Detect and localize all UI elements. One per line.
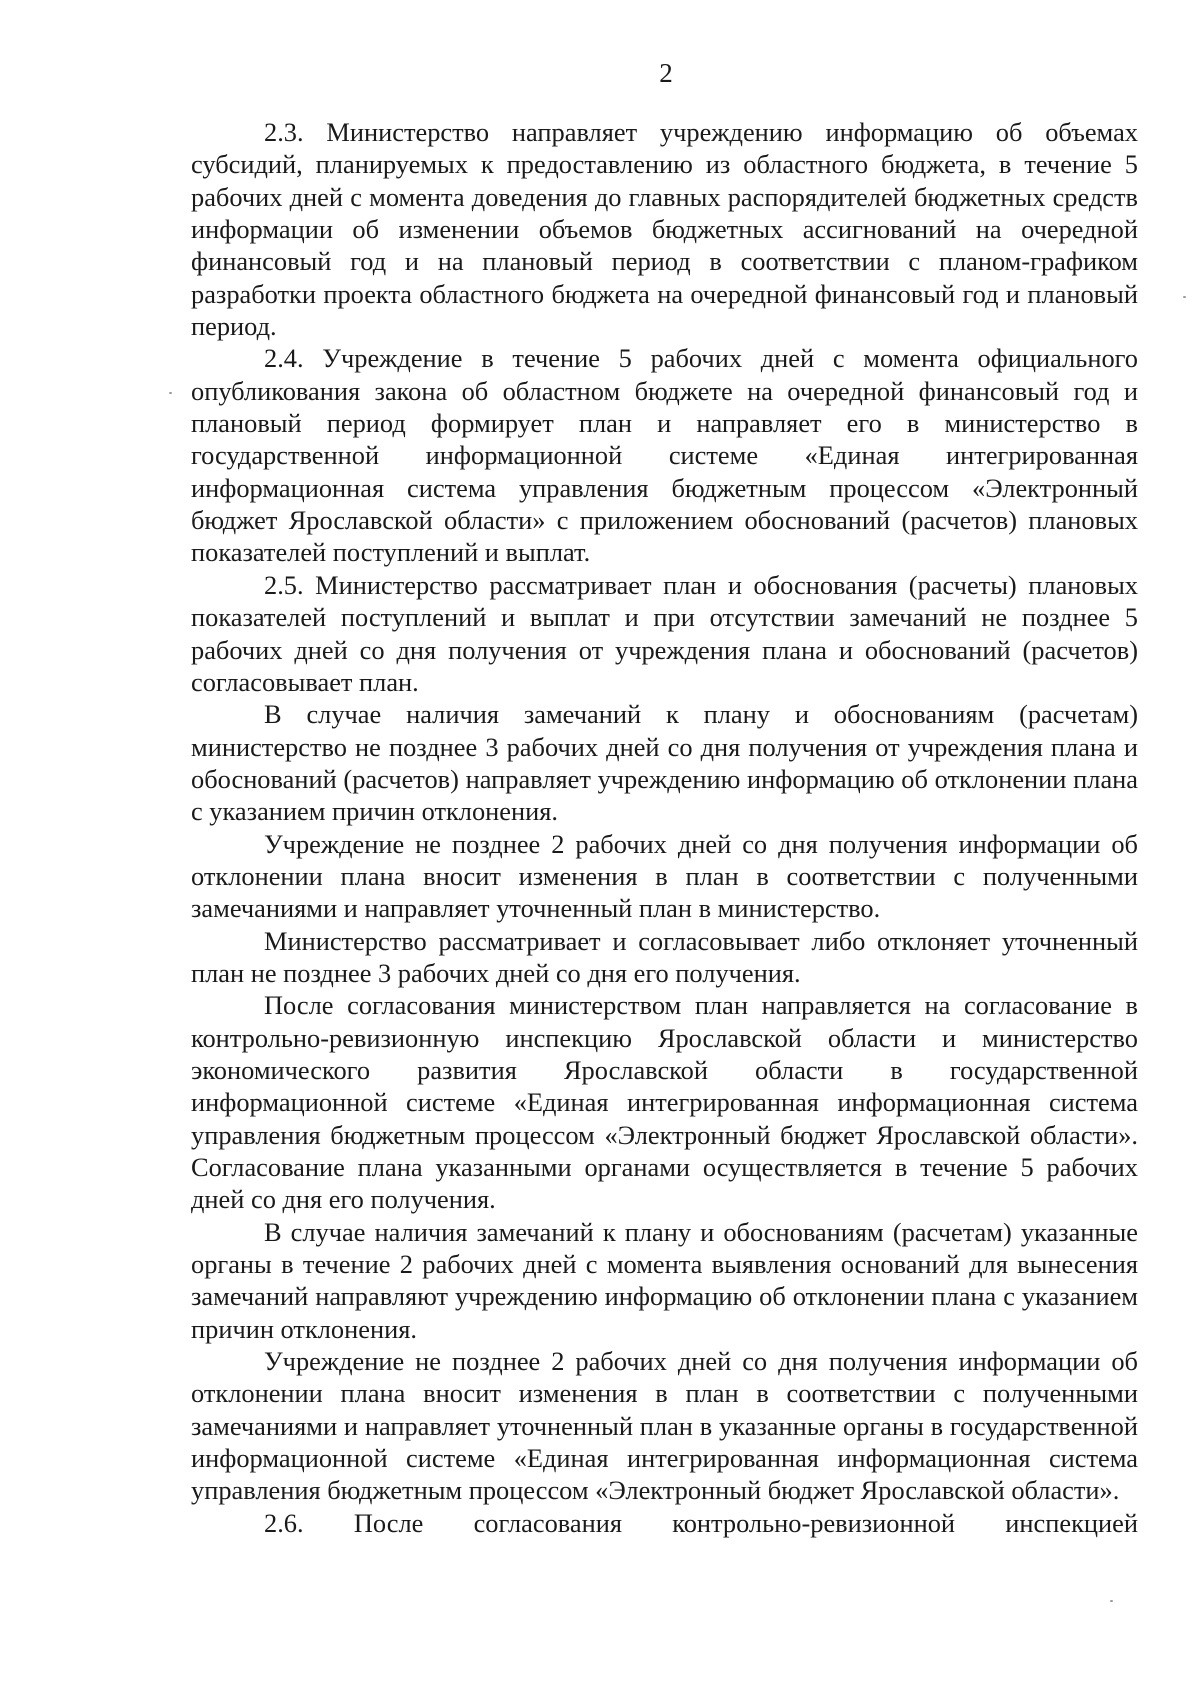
paragraph-2-5-remarks: В случае наличия замечаний к плану и обоснованиям (расчетам) министерство не позднее 3 рабочих дней со дня получения от учреждения плана и обоснований (расчетов) направляет учреждению информацию об отклонении плана с указанием причин отклонения. [191,699,1138,827]
paragraph-2-5-approval: Министерство рассматривает и согласовывает либо отклоняет уточненный план не позднее 3 рабочих дней со дня его получения. [191,925,1138,988]
paragraph-2-5: 2.5. Министерство рассматривает план и обоснования (расчеты) плановых показателей поступлений и выплат и при отсутствии замечаний не позднее 5 рабочих дней со дня получения от учреждения плана и обоснований (расчетов) согласовывает план. [191,569,1138,697]
document-body [191,116,1138,1539]
scan-speck [1183,296,1186,298]
scan-speck [1110,1600,1113,1602]
paragraph-2-5-bodies-remarks: В случае наличия замечаний к плану и обоснованиям (расчетам) указанные органы в течение 2 рабочих дней с момента выявления оснований для вынесения замечаний направляют учреждению информацию об отклонении плана с указанием причин отклонения. [191,1216,1138,1344]
paragraph-2-5-revision: Учреждение не позднее 2 рабочих дней со дня получения информации об отклонении плана вносит изменения в план в соответствии с полученными замечаниями и направляет уточненный план в министерство. [191,828,1138,924]
paragraph-2-5-coordination: После согласования министерством план направляется на согласование в контрольно-ревизионную инспекцию Ярославской области и министерство экономического развития Ярославской области в государственной информационной системе «Единая интегрированная информационная система управления бюджетным процессом «Электронный бюджет Ярославской области». Согласование плана указанными органами осуществляется в течение 5 рабочих дней со дня его получения. [191,990,1138,1215]
paragraph-2-6: 2.6. После согласования контрольно-ревизионной инспекцией [264,1507,1138,1538]
paragraph-2-5-bodies-revision: Учреждение не позднее 2 рабочих дней со дня получения информации об отклонении плана вносит изменения в план в соответствии с полученными замечаниями и направляет уточненный план в указанные органы в государственной информационной системе «Единая интегрированная информационная система управления бюджетным процессом «Электронный бюджет Ярославской области». [191,1346,1138,1506]
page-number: 2 [659,58,673,88]
paragraph-2-4: 2.4. Учреждение в течение 5 рабочих дней с момента официального опубликования закона об областном бюджете на очередной финансовый год и плановый период формирует план и направляет его в министерство в государственной информационной системе «Единая интегрированная информационная система управления бюджетным процессом «Электронный бюджет Ярославской области» с приложением обоснований (расчетов) плановых показателей поступлений и выплат. [191,343,1138,568]
paragraph-2-3: 2.3. Министерство направляет учреждению информацию об объемах субсидий, планируемых к предоставлению из областного бюджета, в течение 5 рабочих дней с момента доведения до главных распорядителей бюджетных средств информации об изменении объемов бюджетных ассигнований на очередной финансовый год и на плановый период в соответствии с планом-графиком разработки проекта областного бюджета на очередной финансовый год и плановый период. [191,117,1138,342]
scan-speck [169,392,172,394]
